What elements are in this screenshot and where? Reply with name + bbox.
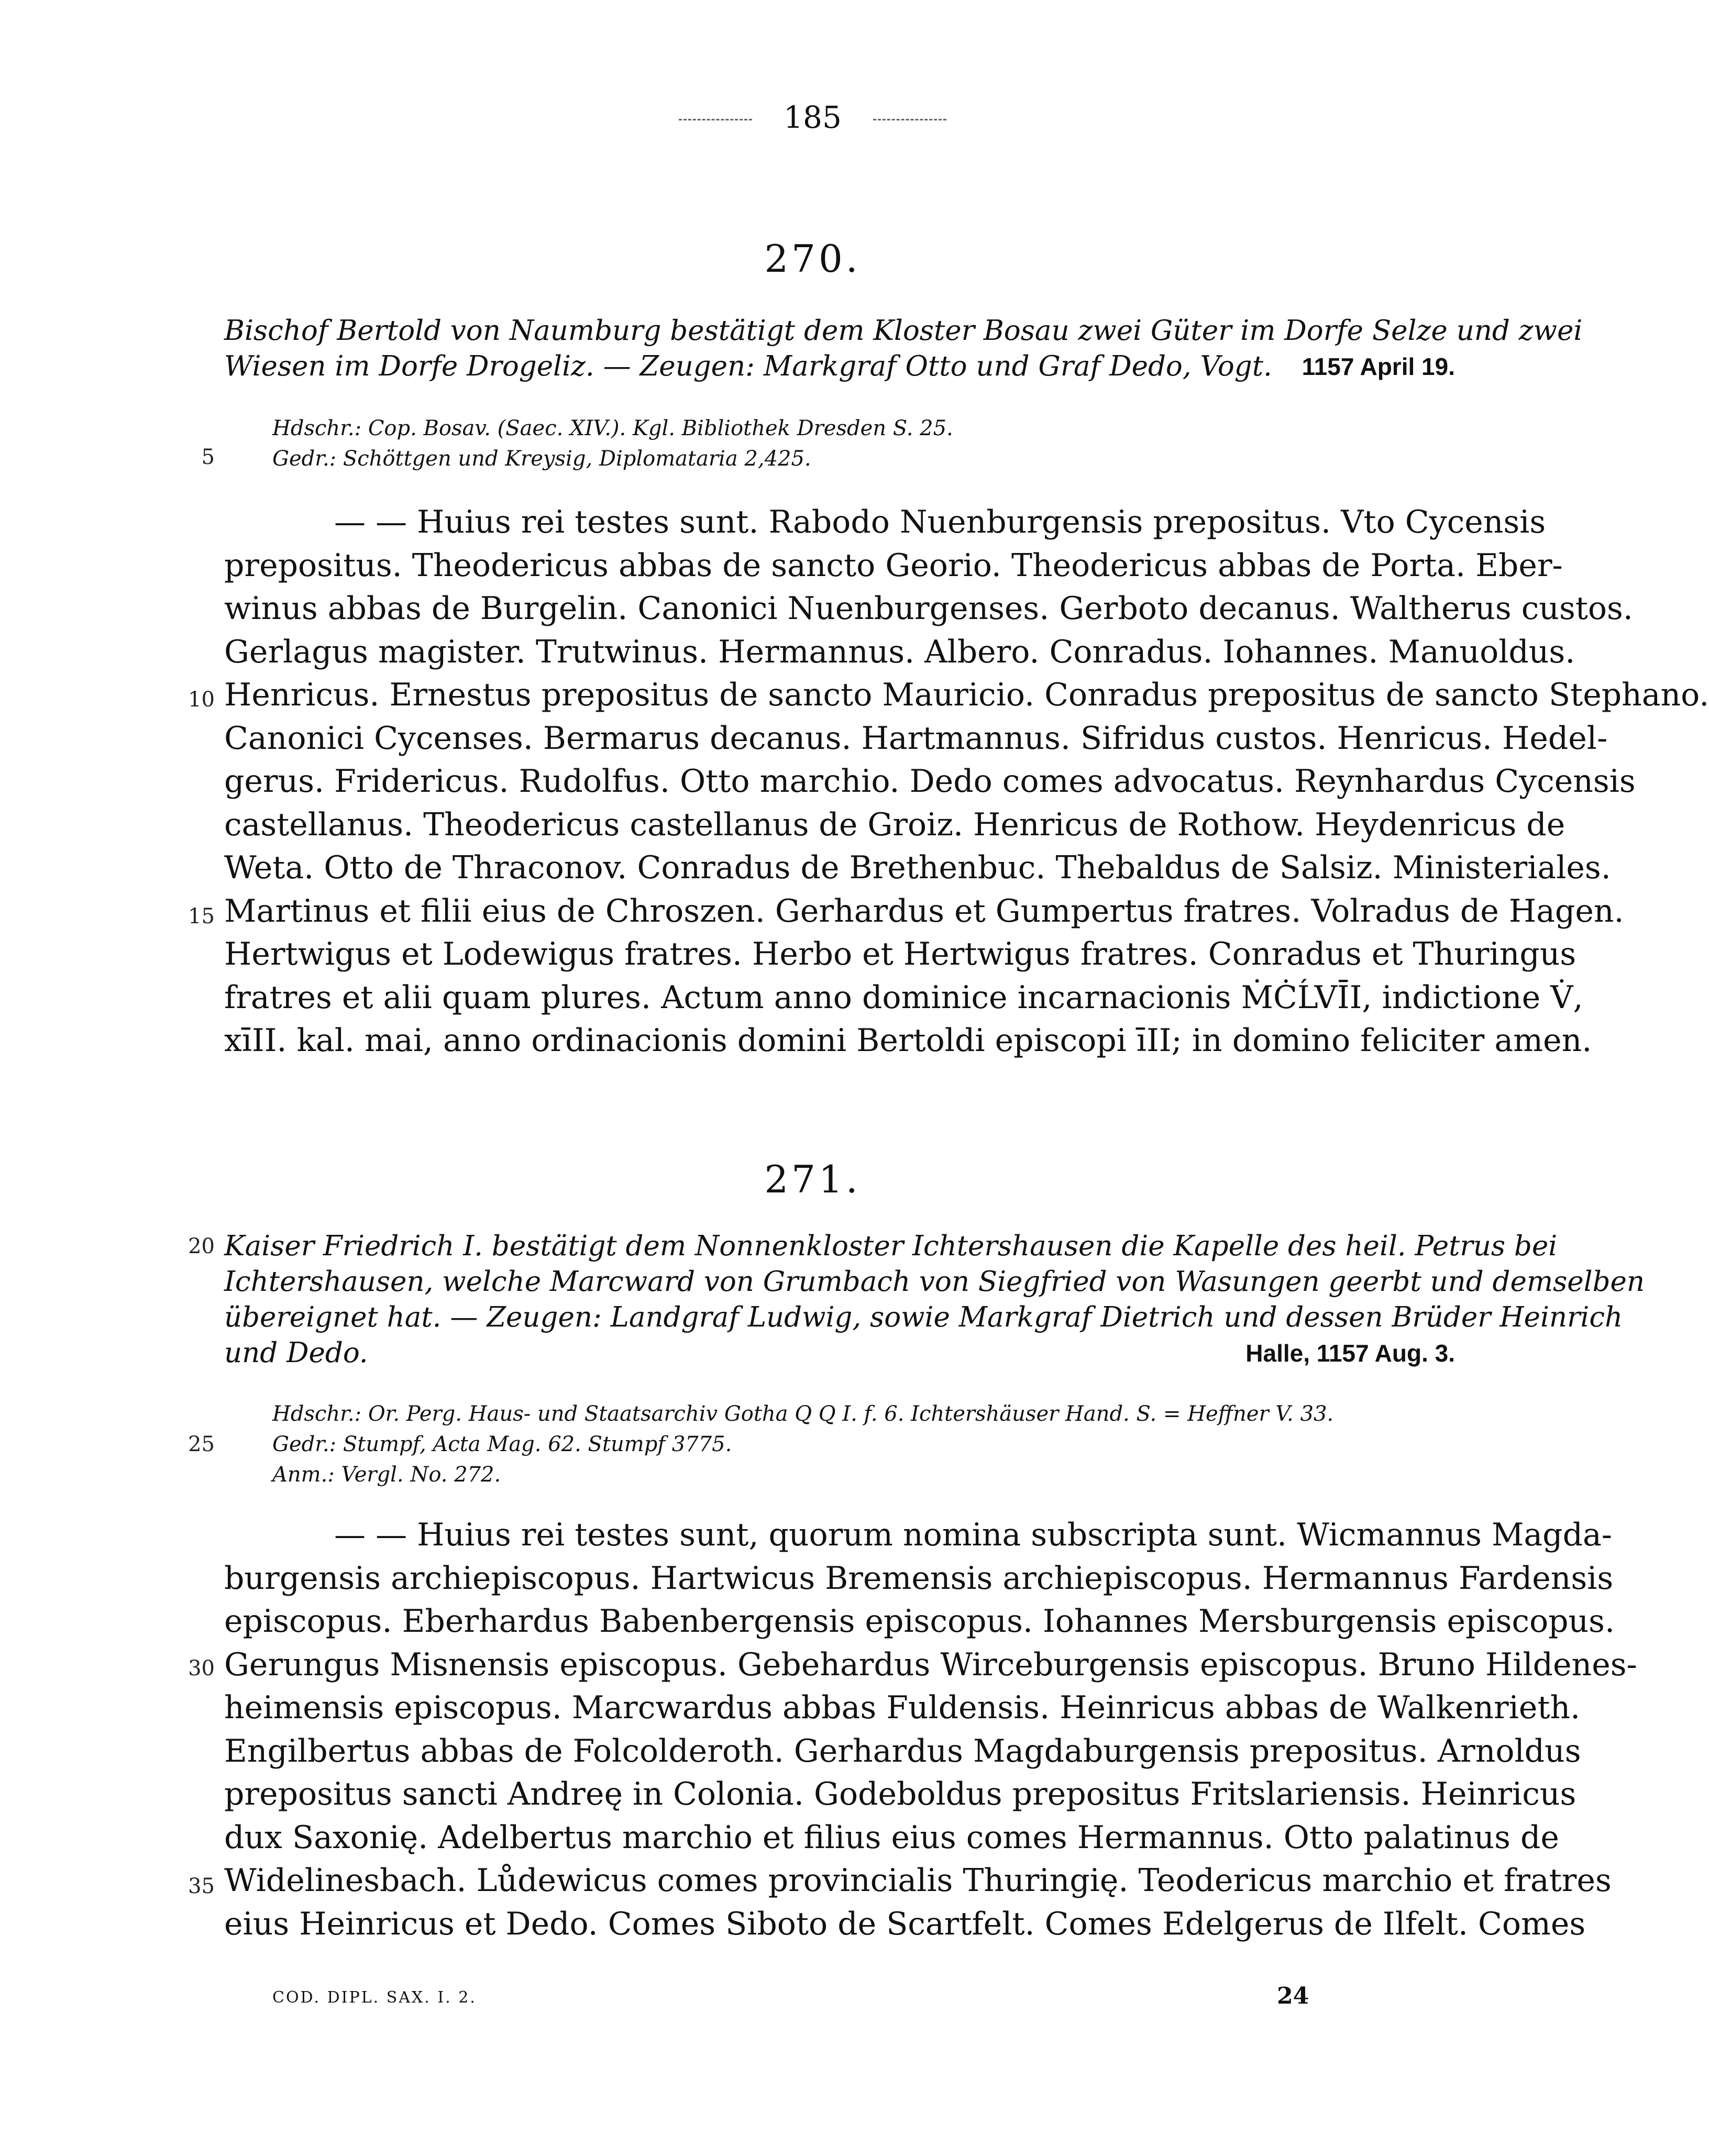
- text-line: xīII. kal. mai, anno ordinacionis domini Bertoldi episcopi īII; in domino feliciter amen.: [224, 1022, 1592, 1059]
- line-number: 15: [188, 904, 215, 928]
- line-number: 20: [188, 1234, 215, 1258]
- regest-line-text: Wiesen im Dorfe Drogeliz. — Zeugen: Markgraf Otto und Graf Dedo, Vogt.: [224, 350, 1272, 382]
- text-line: dux Saxonię. Adelbertus marchio et filius eius comes Hermannus. Otto palatinus de: [224, 1819, 1559, 1856]
- line-number: 30: [188, 1656, 215, 1680]
- header-rule-right: [873, 119, 946, 120]
- note-line: Hdschr.: Cop. Bosav. (Saec. XIV.). Kgl. Bibliothek Dresden S. 25.: [272, 416, 953, 440]
- line-number: 25: [188, 1432, 215, 1456]
- charter-date: Halle, 1157 Aug. 3.: [1245, 1340, 1455, 1367]
- page-number: 185: [784, 99, 842, 135]
- charter-text-271: [224, 1513, 1637, 1945]
- charter-date: 1157 April 19.: [1302, 353, 1455, 380]
- text-line: winus abbas de Burgelin. Canonici Nuenburgenses. Gerboto decanus. Waltherus custos.: [224, 590, 1633, 627]
- sheet-signature: COD. DIPL. SAX. I. 2.: [272, 1988, 477, 2007]
- text-line: episcopus. Eberhardus Babenbergensis episcopus. Iohannes Mersburgensis episcopus.: [224, 1603, 1615, 1640]
- text-line: gerus. Fridericus. Rudolfus. Otto marchio. Dedo comes advocatus. Reynhardus Cycensis: [224, 763, 1636, 800]
- note-line: Hdschr.: Or. Perg. Haus- und Staatsarchiv Gotha Q Q I. f. 6. Ichtershäuser Hand. S. = Heffner V. 33.: [272, 1402, 1334, 1426]
- text-line: burgensis archiepiscopus. Hartwicus Bremensis archiepiscopus. Hermannus Fardensis: [224, 1560, 1614, 1597]
- regest-271: [224, 1229, 1645, 1371]
- regest-line: [224, 349, 1455, 384]
- text-line: Widelinesbach. Lůdewicus comes provincialis Thuringię. Teodericus marchio et fratres: [224, 1862, 1612, 1899]
- text-line: castellanus. Theodericus castellanus de Groiz. Henricus de Rothow. Heydenricus de: [224, 806, 1565, 843]
- text-line: prepositus sancti Andreę in Colonia. Godeboldus prepositus Fritslariensis. Heinricus: [224, 1776, 1576, 1812]
- regest-270: [224, 313, 1583, 384]
- text-line: heimensis episcopus. Marcwardus abbas Fuldensis. Heinricus abbas de Walkenrieth.: [224, 1689, 1581, 1726]
- line-number: 5: [201, 445, 215, 469]
- text-line: Engilbertus abbas de Folcolderoth. Gerhardus Magdaburgensis prepositus. Arnoldus: [224, 1732, 1581, 1770]
- charter-text-270: [224, 501, 1709, 1063]
- regest-line: [224, 1335, 1455, 1371]
- regest-line: Ichtershausen, welche Marcward von Grumbach von Siegfried von Wasungen geerbt und demselben: [224, 1266, 1645, 1298]
- regest-line: Bischof Bertold von Naumburg bestätigt dem Kloster Bosau zwei Güter im Dorfe Selze und zwei: [224, 315, 1583, 347]
- text-line: Hertwigus et Lodewigus fratres. Herbo et Hertwigus fratres. Conradus et Thuringus: [224, 936, 1576, 972]
- text-line: Weta. Otto de Thraconov. Conradus de Brethenbuc. Thebaldus de Salsiz. Ministeriales.: [224, 849, 1611, 886]
- text-line: Gerlagus magister. Trutwinus. Hermannus. Albero. Conradus. Iohannes. Manuoldus.: [224, 633, 1575, 670]
- sheet-number: 24: [1277, 1983, 1309, 2009]
- header-rule-left: [679, 119, 752, 120]
- apparatus-notes-270: [272, 413, 1456, 474]
- apparatus-notes-271: [272, 1399, 1456, 1490]
- text-line: — — Huius rei testes sunt, quorum nomina subscripta sunt. Wicmannus Magda-: [334, 1517, 1613, 1553]
- text-line: — — Huius rei testes sunt. Rabodo Nuenburgensis prepositus. Vto Cycensis: [334, 504, 1546, 540]
- text-line: prepositus. Theodericus abbas de sancto Georio. Theodericus abbas de Porta. Eber-: [224, 547, 1563, 584]
- regest-line: Kaiser Friedrich I. bestätigt dem Nonnenkloster Ichtershausen die Kapelle des heil. Petrus bei: [224, 1230, 1558, 1262]
- regest-line-text: und Dedo.: [224, 1337, 368, 1369]
- text-line: eius Heinricus et Dedo. Comes Siboto de Scartfelt. Comes Edelgerus de Ilfelt. Comes: [224, 1905, 1586, 1942]
- note-line: Gedr.: Stumpf, Acta Mag. 62. Stumpf 3775.: [272, 1432, 732, 1456]
- document-number-270: 270.: [764, 237, 861, 281]
- text-line: Martinus et filii eius de Chroszen. Gerhardus et Gumpertus fratres. Volradus de Hagen.: [224, 892, 1624, 930]
- note-line: Gedr.: Schöttgen und Kreysig, Diplomataria 2,425.: [272, 447, 811, 471]
- note-line: Anm.: Vergl. No. 272.: [272, 1463, 501, 1487]
- regest-line: übereignet hat. — Zeugen: Landgraf Ludwig, sowie Markgraf Dietrich und dessen Brüder Heinrich: [224, 1301, 1623, 1333]
- text-line: Gerungus Misnensis episcopus. Gebehardus Wirceburgensis episcopus. Bruno Hildenes-: [224, 1646, 1637, 1683]
- document-number-271: 271.: [764, 1157, 861, 1201]
- text-line: fratres et alii quam plures. Actum anno dominice incarnacionis ṀĊĹVĪI, indictione V̇,: [224, 979, 1583, 1016]
- line-number: 10: [188, 688, 215, 712]
- text-line: Henricus. Ernestus prepositus de sancto Mauricio. Conradus prepositus de sancto Stephano.: [224, 677, 1709, 713]
- page-header: [0, 99, 1625, 135]
- text-line: Canonici Cycenses. Bermarus decanus. Hartmannus. Sifridus custos. Henricus. Hedel-: [224, 720, 1608, 757]
- line-number: 35: [188, 1874, 215, 1898]
